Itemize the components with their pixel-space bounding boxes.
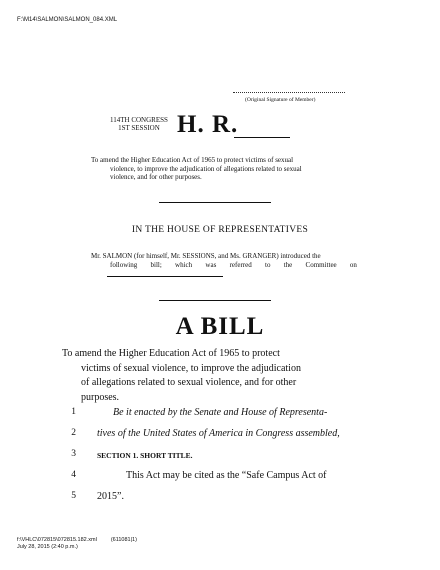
footer-code: (611081|1)	[110, 537, 137, 543]
line-number: 3	[71, 449, 76, 459]
purpose-line: victims of sexual violence, to improve the adjudication	[81, 362, 301, 374]
caption-line: violence, and for other purposes.	[110, 173, 202, 181]
introduction-word: which	[175, 260, 193, 269]
purpose-line: To amend the Higher Education Act of 1965 to protect	[62, 348, 280, 359]
enacting-clause: Be it enacted by the Senate and House of Representa-	[113, 407, 328, 418]
purpose-line: of allegations related to sexual violence, and for other	[81, 377, 297, 388]
committee-blank	[107, 276, 223, 277]
session-number: 1ST SESSION	[118, 124, 160, 132]
purpose-line: purposes.	[81, 391, 120, 403]
file-path: F:\M14\SALMON\SALMON_084.XML	[17, 17, 118, 23]
section-text: 2015”.	[97, 491, 124, 502]
congress-session-block	[110, 116, 168, 132]
introduction-word: referred	[229, 260, 252, 269]
introduction-line	[91, 261, 357, 270]
bill-number-blank	[234, 137, 290, 138]
enacting-clause: tives of the United States of America in Congress assembled,	[97, 428, 340, 439]
purpose	[62, 347, 368, 405]
line-number: 1	[71, 407, 76, 417]
line-number: 2	[71, 428, 76, 438]
caption-line: violence, to improve the adjudication of allegations related to sexual	[110, 164, 302, 173]
footer-date: July 28, 2015 (2:40 p.m.)	[17, 544, 78, 550]
bill-title: A BILL	[175, 313, 265, 340]
divider-rule	[159, 300, 271, 301]
signature-label: (Original Signature of Member)	[245, 97, 316, 103]
bill-number: H. R.	[177, 111, 239, 138]
introduction-line: Mr. SALMON (for himself, Mr. SESSIONS, and Ms. GRANGER) introduced the	[91, 252, 321, 260]
caption	[91, 156, 361, 182]
congress-number: 114TH CONGRESS	[110, 116, 168, 124]
introduction-word: the	[283, 260, 293, 269]
section-heading: SECTION 1. SHORT TITLE.	[97, 451, 193, 460]
footer	[17, 537, 137, 551]
introduction-word: to	[265, 260, 271, 269]
signature-line	[233, 92, 345, 93]
section-text: This Act may be cited as the “Safe Campus Act of	[126, 470, 327, 481]
introduction-word: bill;	[150, 260, 162, 269]
introduction-word: Committee	[305, 260, 337, 269]
footer-file: f:\VHLC\072815\072815.182.xml	[17, 537, 97, 543]
introduction-word: on	[349, 260, 357, 269]
introduction	[91, 252, 357, 269]
chamber-heading: IN THE HOUSE OF REPRESENTATIVES	[131, 225, 309, 235]
line-number: 5	[71, 491, 76, 501]
caption-line: To amend the Higher Education Act of 1965 to protect victims of sexual	[91, 156, 294, 164]
introduction-word: was	[205, 260, 217, 269]
introduction-word: following	[110, 260, 138, 269]
line-number: 4	[71, 470, 76, 480]
divider-rule	[159, 202, 271, 203]
